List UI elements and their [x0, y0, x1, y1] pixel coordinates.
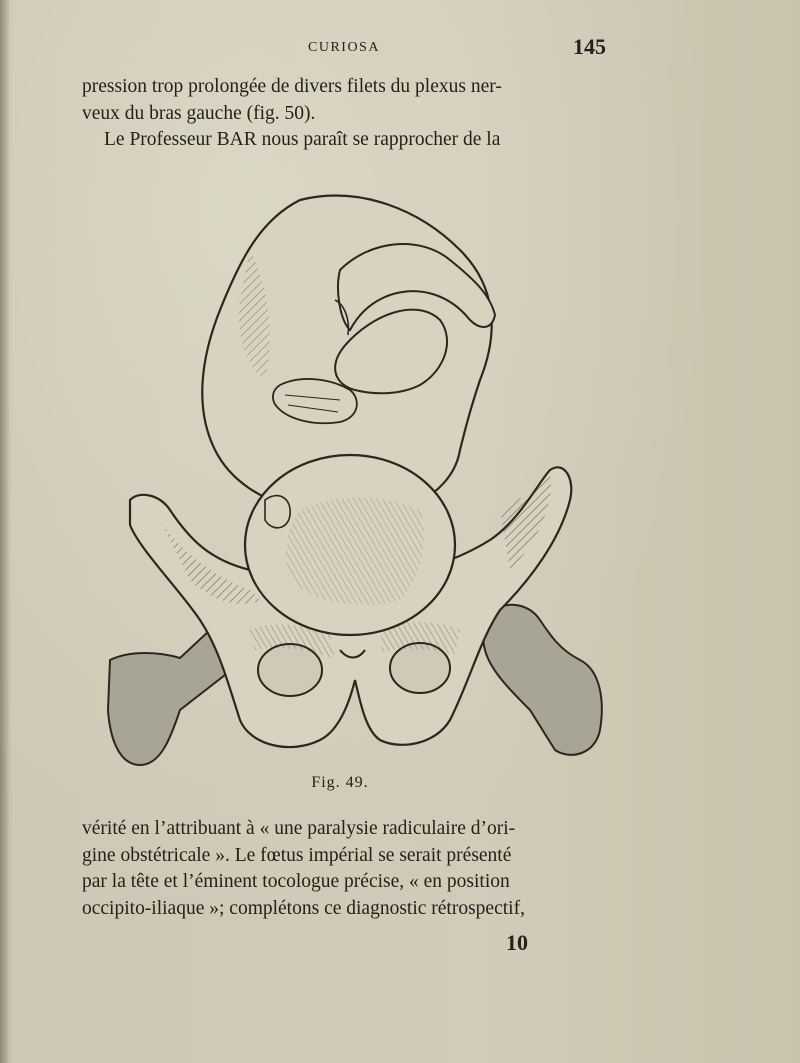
text-line-3: Le Professeur BAR nous paraît se rapprocher de la: [104, 129, 501, 150]
text-line-4: vérité en l’attribuant à « une paralysie radiculaire d’ori-: [82, 818, 516, 839]
text-line-5: gine obstétricale ». Le fœtus impérial se serait présenté: [82, 844, 512, 866]
running-head-title: CURIOSA: [308, 40, 380, 55]
running-head: [82, 34, 608, 60]
page-number: 145: [573, 34, 606, 59]
signature-mark: 10: [506, 930, 528, 955]
figure-caption: Fig. 49.: [311, 774, 369, 791]
text-line-6: par la tête et l’éminent tocologue précise, « en position: [82, 871, 510, 892]
text-line-1: pression trop prolongée de divers filets du plexus ner-: [82, 76, 502, 97]
text-line-2: veux du bras gauche (fig. 50).: [82, 102, 316, 124]
right-femur: [483, 605, 602, 755]
text-line-7: occipito-iliaque »; complétons ce diagnostic rétrospectif,: [82, 897, 525, 919]
binding-shadow: [0, 0, 10, 1063]
fetus-pelvis-illustration: [100, 180, 610, 770]
bottom-paragraph: [82, 816, 618, 922]
top-paragraph: [82, 74, 618, 154]
